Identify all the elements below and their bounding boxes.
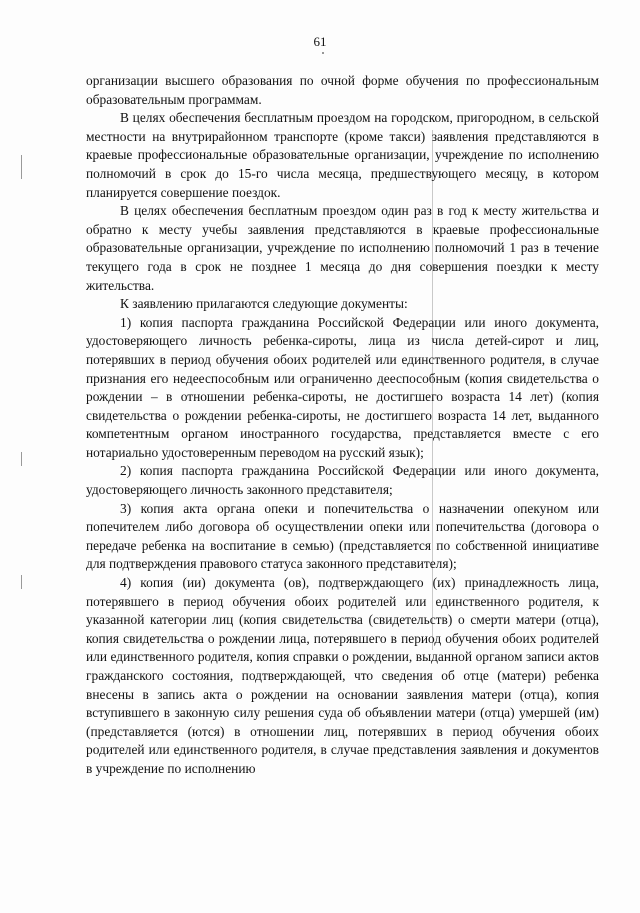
list-item-1: 1) копия паспорта гражданина Российской Федерации или иного документа, удостоверяющего личность ребенка-сироты, лица из числа детей-сирот и лиц, потерявших в период обучения обоих родителей или единственного родителя, в случае признания его недееспособным или ограниченно дееспособным (копия свидетельства о рождении – в отношении ребенка-сироты, не достигшего возраста 14 лет) (копия свидетельства о рождении ребенка-сироты, не достигшего возраста 14 лет, выданного компетентным органом иностранного государства, представляется вместе с его нотариально удостоверенным переводом на русский язык); — [86, 314, 599, 460]
scan-artifact-line — [21, 452, 22, 466]
document-body — [86, 72, 599, 779]
scan-artifact-dot — [322, 52, 324, 54]
list-item-3: 3) копия акта органа опеки и попечительства о назначении опекуном или попечителем либо договора об осуществлении опеки или попечительства (договора о передаче ребенка на воспитание в семью) (представляется по собственной инициативе для подтверждения правового статуса законного представителя); — [86, 500, 599, 572]
paragraph-continuation: организации высшего образования по очной форме обучения по профессиональным образовательным программам. — [86, 73, 599, 107]
paragraph-documents-intro: К заявлению прилагаются следующие документы: — [120, 296, 408, 312]
scan-artifact-line — [21, 155, 22, 179]
paragraph-annual-trip: В целях обеспечения бесплатным проездом один раз в год к месту жительства и обратно к месту учебы заявления представляются в краевые профессиональные образовательные организации, учреждение по исполнению полномочий 1 раз в течение текущего года в срок не позднее 1 месяца до дня совершения поездки к месту жительства. — [86, 203, 599, 293]
list-item-2: 2) копия паспорта гражданина Российской Федерации или иного документа, удостоверяющего личность законного представителя; — [86, 463, 599, 498]
page-number: 61 — [313, 34, 327, 49]
scan-artifact-line — [21, 575, 22, 589]
list-item-4: 4) копия (ии) документа (ов), подтверждающего (их) принадлежность лица, потерявшего в период обучения обоих родителей или единственного родителя, к указанной категории лиц (копия свидетельства (свидетельств) о смерти матери (отца), копия свидетельства о рождении лица, потерявшего в период обучения обоих родителей или единственного родителя, копия справки о рождении, выданной органом записи актов гражданского состояния, подтверждающей, что сведения об отце (матери) ребенка внесены в запись акта о рождении на основании заявления матери (отца), копия вступившего в законную силу решения суда об объявлении матери (отца) умершей (им) (представляется (ются) в отношении лиц, потерявших в период обучения обоих родителей или единственного родителя, в случае представления заявления и документов в учреждение по исполнению — [86, 575, 599, 776]
paragraph-local-transport: В целях обеспечения бесплатным проездом на городском, пригородном, в сельской местности на внутрирайонном транспорте (кроме такси) заявления представляются в краевые профессиональные образовательные организации, учреждение по исполнению полномочий в срок до 15-го числа месяца, предшествующего месяцу, в котором планируется совершение поездок. — [86, 110, 599, 200]
